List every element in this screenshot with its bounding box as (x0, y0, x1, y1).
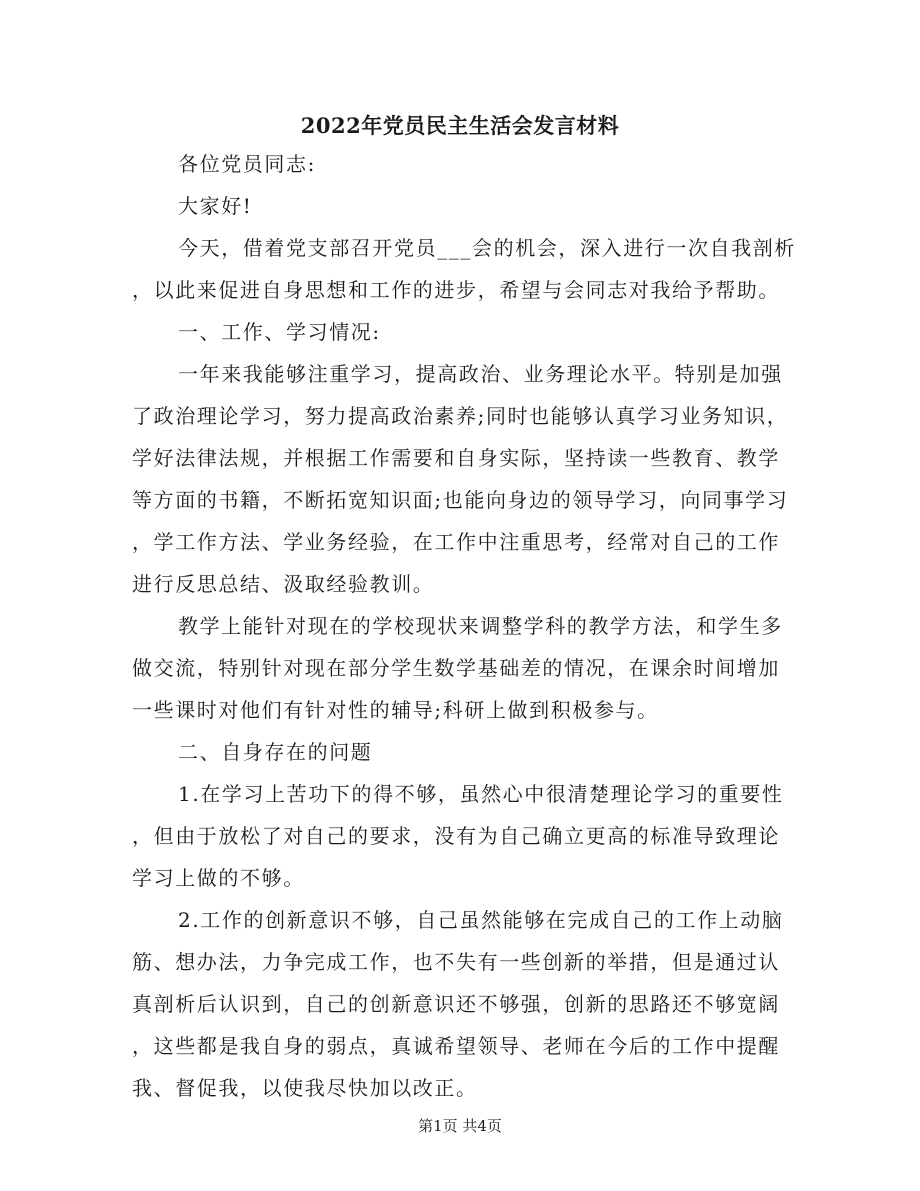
page-indicator: 第1页 共4页 (418, 1117, 502, 1135)
paragraph-line: ，学工作方法、学业务经验，在工作中注重思考，经常对自己的工作 (132, 530, 780, 554)
paragraph-line: 一年来我能够注重学习，提高政治、业务理论水平。特别是加强 (178, 362, 783, 386)
paragraph-line: 一些课时对他们有针对性的辅导;科研上做到积极参与。 (132, 698, 659, 722)
paragraph-line: 教学上能针对现在的学校现状来调整学科的教学方法，和学生多 (178, 614, 783, 638)
salutation-line: 各位党员同志: (178, 152, 316, 176)
paragraph-line: 学好法律法规，并根据工作需要和自身实际，坚持读一些教育、教学 (132, 446, 780, 470)
paragraph-line: 等方面的书籍，不断拓宽知识面;也能向身边的领导学习，向同事学习 (132, 488, 789, 512)
section-heading: 二、自身存在的问题 (178, 740, 373, 764)
paragraph-line: 筋、想办法，力争完成工作，也不失有一些创新的举措，但是通过认 (132, 950, 780, 974)
paragraph-line: 做交流，特别针对现在部分学生数学基础差的情况，在课余时间增加 (132, 656, 780, 680)
paragraph-line: ，但由于放松了对自己的要求，没有为自己确立更高的标准导致理论 (132, 824, 780, 848)
paragraph-line: 今天，借着党支部召开党员___会的机会，深入进行一次自我剖析 (178, 236, 796, 260)
section-heading: 一、工作、学习情况: (178, 320, 381, 344)
paragraph-line: 1.在学习上苦功下的得不够，虽然心中很清楚理论学习的重要性 (178, 782, 784, 806)
paragraph-line: 真剖析后认识到，自己的创新意识还不够强，创新的思路还不够宽阔 (132, 992, 780, 1016)
document-title: 2022年党员民主生活会发言材料 (300, 113, 620, 138)
greeting-line: 大家好! (178, 194, 253, 218)
paragraph-line: 学习上做的不够。 (132, 866, 305, 890)
paragraph-line: 我、督促我，以使我尽快加以改正。 (132, 1076, 478, 1100)
paragraph-line: 了政治理论学习，努力提高政治素养;同时也能够认真学习业务知识， (132, 404, 789, 428)
paragraph-line: 2.工作的创新意识不够，自己虽然能够在完成自己的工作上动脑 (178, 908, 784, 932)
paragraph-line: ，以此来促进自身思想和工作的进步，希望与会同志对我给予帮助。 (132, 278, 780, 302)
paragraph-line: ，这些都是我自身的弱点，真诚希望领导、老师在今后的工作中提醒 (132, 1034, 780, 1058)
paragraph-line: 进行反思总结、汲取经验教训。 (132, 572, 435, 596)
